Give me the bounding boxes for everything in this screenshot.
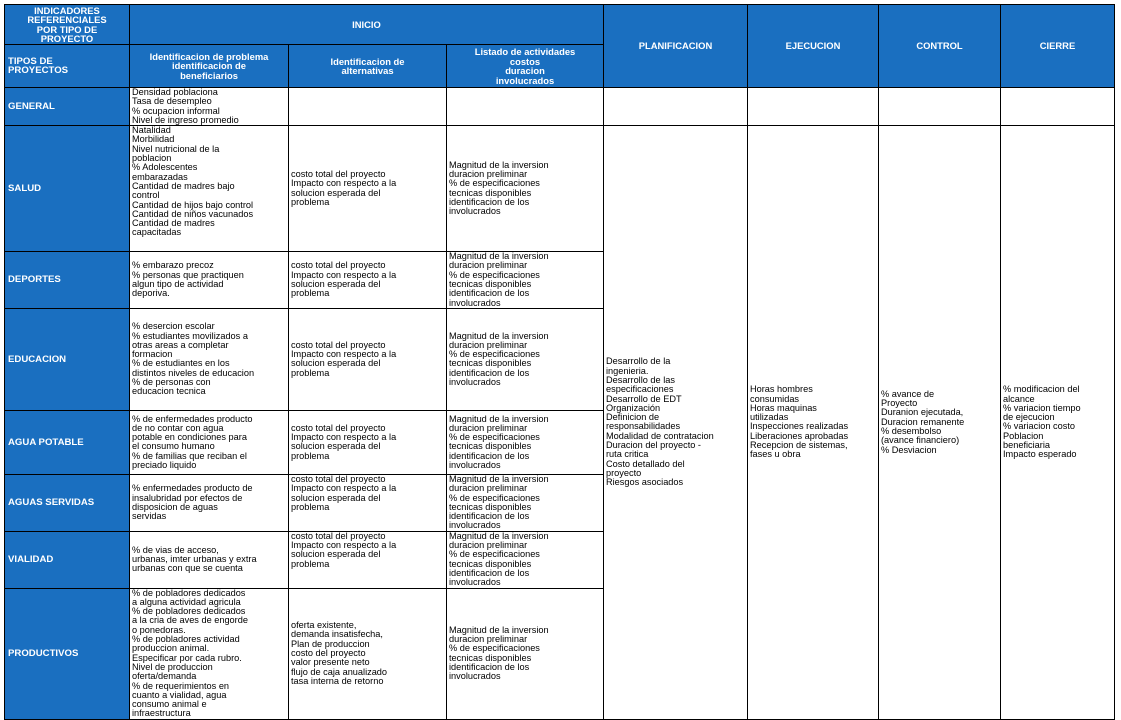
agua-potable-activities-line: % de especificaciones [449,432,540,443]
salud-problem-indicators-line: Morbilidad [132,134,175,145]
corner-title-cell-line: REFERENCIALES [27,14,107,25]
agua-potable-problem-indicators [130,410,289,474]
phase-header-cierre: CIERRE [1001,5,1115,88]
aguas-servidas-problem-indicators-line: servidas [132,511,167,522]
vialidad-problem-indicators-line: urbanas con que se cuenta [132,563,243,574]
corner-title-cell-line: PROYECTO [40,33,94,44]
salud-alternatives-line: solucion esperada del [291,187,381,198]
educacion-alternatives-line: solucion esperada del [291,358,381,369]
educacion-activities-line: involucrados [449,377,501,388]
phase-header-inicio: INICIO [130,5,604,45]
aguas-servidas-activities-line: identificacion de los [449,511,530,522]
salud-activities-line: involucrados [449,206,501,217]
vialidad-activities-line: Magnitud de la inversion [449,531,549,541]
vialidad-alternatives [289,531,447,588]
row-label-agua-potable: AGUA POTABLE [5,410,130,474]
subheader-identificacion-problema-line: Identificacion de problema [149,50,269,62]
cierre-indicators-line: % variacion tiempo [1003,402,1081,413]
vialidad-activities-line: identificacion de los [449,567,530,578]
educacion-problem-indicators-line: otras areas a completar [132,339,229,350]
productivos-alternatives-line: Plan de produccion [291,638,370,649]
productivos-alternatives-line: flujo de caja anualizado [291,666,388,677]
phase-header-planificacion: PLANIFICACION [604,5,748,88]
vialidad-activities-line: tecnicas disponibles [449,558,532,569]
deportes-alternatives-line: solucion esperada del [291,279,381,290]
productivos-problem-indicators-line: % de pobladores dedicados [132,588,246,598]
educacion-activities [447,308,604,410]
planificacion-indicators-line: Desarrollo de la [606,356,671,367]
corner-title-cell-line: INDICADORES [34,4,100,16]
deportes-problem-indicators-line: % personas que practiquen [132,269,244,280]
row-label-educacion: EDUCACION [5,308,130,410]
salud-alternatives-line: Impacto con respecto a la [291,178,397,189]
agua-potable-activities-line: tecnicas disponibles [449,441,532,452]
planificacion-indicators-line: proyecto [606,467,642,478]
aguas-servidas-problem-indicators-line: disposicion de aguas [132,501,218,512]
productivos-activities-line: tecnicas disponibles [449,652,532,663]
subheader-identificacion-problema-line: beneficiarios [180,69,238,81]
salud-problem-indicators-line: Cantidad de madres [132,218,215,229]
productivos-problem-indicators-line: a la cria de aves de engorde [132,615,248,626]
educacion-alternatives-line: problema [291,367,330,378]
productivos-alternatives [289,588,447,719]
planificacion-indicators-line: Riesgos asociados [606,477,684,488]
salud-activities-line: tecnicas disponibles [449,187,532,198]
agua-potable-activities-line: involucrados [449,460,501,471]
vialidad-alternatives-line: costo total del proyecto [291,531,386,541]
salud-problem-indicators-line: Cantidad de niños vacunados [132,208,254,219]
row-label-aguas-servidas: AGUAS SERVIDAS [5,474,130,531]
educacion-problem-indicators-line: formacion [132,349,173,360]
salud-problem-indicators-line: embarazadas [132,171,188,182]
productivos-problem-indicators-line: % de pobladores dedicados [132,606,246,617]
general-problem-indicators-line: Nivel de ingreso promedio [132,114,239,125]
subheader-listado-actividades-line: duracion [505,65,545,76]
cierre-indicators-line: alcance [1003,393,1035,404]
subheader-listado-actividades-line: involucrados [495,74,555,86]
ejecucion-indicators-line: Horas maquinas [750,402,817,413]
salud-activities [447,126,604,252]
aguas-servidas-alternatives [289,474,447,531]
row-label-vialidad: VIALIDAD [5,531,130,588]
agua-potable-activities [447,410,604,474]
general-problem-indicators [130,88,289,126]
deportes-activities-line: tecnicas disponibles [449,279,532,290]
general-problem-indicators-line: Densidad poblaciona [132,87,218,97]
productivos-problem-indicators-line: oferta/demanda [132,671,197,682]
cierre-indicators-line: Poblacion [1003,430,1044,441]
row-label-deportes: DEPORTES [5,252,130,309]
salud-problem-indicators-line: poblacion [132,153,172,164]
tipos-proyectos-label-line: TIPOS DE [8,55,53,67]
deportes-alternatives-line: problema [291,288,330,299]
planificacion-indicators-line: Modalidad de contratacion [606,430,714,441]
productivos-alternatives-line: costo del proyecto [291,647,366,658]
educacion-problem-indicators-line: % de personas con [132,377,211,388]
agua-potable-problem-indicators-line: potable en condiciones para [132,432,247,443]
ejecucion-indicators-line: Horas hombres [750,384,813,395]
planificacion-indicators-line: Definicion de [606,412,660,423]
salud-problem-indicators-line: Cantidad de madres bajo [132,180,235,191]
agua-potable-problem-indicators-line: preciado liquido [132,460,197,471]
salud-alternatives-line: costo total del proyecto [291,169,386,180]
deportes-activities-line: % de especificaciones [449,269,540,280]
agua-potable-problem-indicators-line: el consumo humano [132,441,215,452]
agua-potable-activities-line: identificacion de los [449,450,530,461]
general-alternatives-cell [289,88,447,126]
productivos-activities-line: involucrados [449,671,501,682]
educacion-problem-indicators-line: % de estudiantes en los [132,358,230,369]
salud-activities-line: duracion preliminar [449,169,528,180]
productivos-alternatives-line: valor presente neto [291,657,370,668]
educacion-activities-line: duracion preliminar [449,339,528,350]
vialidad-alternatives-line: Impacto con respecto a la [291,540,397,551]
planificacion-indicators-line: ruta critica [606,449,649,460]
aguas-servidas-activities-line: tecnicas disponibles [449,501,532,512]
deportes-alternatives-line: costo total del proyecto [291,260,386,271]
corner-title-cell-line: POR TIPO DE [36,23,98,35]
salud-problem-indicators-line: % Adolescentes [132,162,198,173]
vialidad-alternatives-line: problema [291,558,330,569]
productivos-problem-indicators-line: infraestructura [132,708,191,719]
salud-problem-indicators-line: capacitadas [132,227,182,238]
planificacion-indicators-line: ingenieria. [606,365,649,376]
agua-potable-alternatives-line: problema [291,450,330,461]
vialidad-problem-indicators [130,531,289,588]
agua-potable-alternatives-line: costo total del proyecto [291,422,386,433]
row-label-salud: SALUD [5,126,130,252]
educacion-alternatives-line: costo total del proyecto [291,339,386,350]
subheader-identificacion-alternativas-line: alternativas [341,65,394,76]
educacion-problem-indicators-line: % estudiantes movilizados a [132,330,248,341]
vialidad-problem-indicators-line: % de vias de acceso, [132,544,219,555]
subheader-identificacion-problema [130,45,289,88]
productivos-alternatives-line: oferta existente, [291,620,357,631]
aguas-servidas-problem-indicators [130,474,289,531]
salud-problem-indicators-line: control [132,190,160,201]
row-general [5,88,1115,126]
vialidad-alternatives-line: solucion esperada del [291,549,381,560]
ejecucion-indicators-line: Inspecciones realizadas [750,421,849,432]
phase-header-ejecucion: EJECUCION [748,5,879,88]
educacion-activities-line: Magnitud de la inversion [449,330,549,341]
productivos-problem-indicators-line: consumo animal e [132,699,207,710]
aguas-servidas-activities-line: duracion preliminar [449,483,528,494]
subheader-identificacion-alternativas-line: Identificacion de [330,55,405,67]
aguas-servidas-problem-indicators-line: % enfermedades producto de [132,483,253,494]
general-ejecucion-cell [748,88,879,126]
cierre-indicators [1001,126,1115,720]
deportes-activities-line: identificacion de los [449,288,530,299]
educacion-activities-line: % de especificaciones [449,349,540,360]
educacion-problem-indicators-line: % desercion escolar [132,321,215,332]
productivos-activities-line: identificacion de los [449,661,530,672]
planificacion-indicators-line: responsabilidades [606,421,681,432]
planificacion-indicators-line: especificaciones [606,384,674,395]
deportes-alternatives [289,252,447,309]
cierre-indicators-line: de ejecucion [1003,412,1055,423]
ejecucion-indicators-line: utilizadas [750,412,789,423]
agua-potable-problem-indicators-line: % de familias que reciban el [132,450,247,461]
salud-problem-indicators [130,126,289,252]
ejecucion-indicators-line: Recepcion de sistemas, [750,440,848,451]
general-problem-indicators-line: Tasa de desempleo [132,96,212,107]
aguas-servidas-activities-line: Magnitud de la inversion [449,474,549,484]
salud-activities-line: identificacion de los [449,196,530,207]
control-indicators-line: Duracion remanente [881,416,965,427]
row-label-general: GENERAL [5,88,130,126]
general-activities-cell [447,88,604,126]
aguas-servidas-activities-line: involucrados [449,520,501,531]
salud-activities-line: % de especificaciones [449,178,540,189]
vialidad-activities [447,531,604,588]
agua-potable-problem-indicators-line: de no contar con agua [132,422,224,433]
control-indicators-line: Duranion ejecutada, [881,407,964,418]
indicators-table-container [4,4,1115,720]
agua-potable-problem-indicators-line: % de enfermedades producto [132,413,253,424]
productivos-alternatives-line: tasa interna de retorno [291,675,384,686]
planificacion-indicators-line: Costo detallado del [606,458,685,469]
subheader-listado-actividades-line: Listado de actividades [474,46,576,57]
control-indicators-line: % avance de [881,388,935,399]
ejecucion-indicators-line: Liberaciones aprobadas [750,430,849,441]
ejecucion-indicators [748,126,879,720]
control-indicators [879,126,1001,720]
header-row-1 [5,5,1115,45]
productivos-problem-indicators-line: % de requerimientos en [132,680,230,691]
subheader-identificacion-alternativas [289,45,447,88]
productivos-problem-indicators-line: Especificar por cada rubro. [132,652,242,663]
subheader-listado-actividades [447,45,604,88]
aguas-servidas-alternatives-line: solucion esperada del [291,492,381,503]
vialidad-activities-line: involucrados [449,577,501,588]
salud-alternatives [289,126,447,252]
aguas-servidas-alternatives-line: Impacto con respecto a la [291,483,397,494]
cierre-indicators-line: beneficiaria [1003,440,1050,451]
productivos-alternatives-line: demanda insatisfecha, [291,629,383,640]
general-control-cell [879,88,1001,126]
ejecucion-indicators-line: fases u obra [750,449,801,460]
aguas-servidas-alternatives-line: problema [291,501,330,512]
subheader-identificacion-problema-line: identificacion de [172,60,246,72]
control-indicators-line: (avance financiero) [881,435,960,446]
planificacion-indicators [604,126,748,720]
planificacion-indicators-line: Desarrollo de las [606,374,675,385]
agua-potable-activities-line: Magnitud de la inversion [449,413,549,424]
educacion-activities-line: tecnicas disponibles [449,358,532,369]
salud-alternatives-line: problema [291,196,330,207]
productivos-activities-line: duracion preliminar [449,634,528,645]
general-problem-indicators-line: % ocupacion informal [132,105,220,116]
row-label-productivos: PRODUCTIVOS [5,588,130,719]
cierre-indicators-line: % variacion costo [1003,421,1076,432]
planificacion-indicators-line: Desarrollo de EDT [606,393,682,404]
productivos-problem-indicators-line: Nivel de produccion [132,661,213,672]
vialidad-activities-line: duracion preliminar [449,540,528,551]
salud-problem-indicators-line: Natalidad [132,125,171,136]
deportes-activities [447,252,604,309]
general-planificacion-cell [604,88,748,126]
indicators-table [4,4,1115,720]
deportes-problem-indicators-line: algun tipo de actividad [132,279,224,290]
productivos-problem-indicators-line: o ponedoras. [132,624,186,635]
educacion-problem-indicators-line: educacion tecnica [132,386,206,397]
productivos-problem-indicators-line: a alguna actividad agricula [132,596,241,607]
educacion-problem-indicators [130,308,289,410]
productivos-activities-line: % de especificaciones [449,643,540,654]
vialidad-activities-line: % de especificaciones [449,549,540,560]
salud-activities-line: Magnitud de la inversion [449,159,549,170]
deportes-activities-line: involucrados [449,297,501,308]
control-indicators-line: % desembolso [881,426,942,437]
productivos-activities-line: Magnitud de la inversion [449,624,549,635]
tipos-proyectos-label [5,45,130,88]
ejecucion-indicators-line: consumidas [750,393,800,404]
deportes-activities-line: Magnitud de la inversion [449,251,549,262]
deportes-alternatives-line: Impacto con respecto a la [291,269,397,280]
productivos-problem-indicators [130,588,289,719]
deportes-problem-indicators [130,252,289,309]
aguas-servidas-alternatives-line: costo total del proyecto [291,474,386,484]
vialidad-problem-indicators-line: urbanas, imter urbanas y extra [132,553,257,564]
productivos-problem-indicators-line: produccion animal. [132,643,210,654]
general-cierre-cell [1001,88,1115,126]
agua-potable-activities-line: duracion preliminar [449,422,528,433]
agua-potable-alternatives [289,410,447,474]
control-indicators-line: Proyecto [881,398,918,409]
agua-potable-alternatives-line: solucion esperada del [291,441,381,452]
corner-title-cell [5,5,130,45]
educacion-alternatives-line: Impacto con respecto a la [291,349,397,360]
aguas-servidas-activities [447,474,604,531]
row-salud [5,126,1115,252]
control-indicators-line: % Desviacion [881,444,937,455]
cierre-indicators-line: Impacto esperado [1003,449,1077,460]
productivos-activities [447,588,604,719]
educacion-problem-indicators-line: distintos niveles de educacion [132,367,255,378]
subheader-listado-actividades-line: costos [509,55,541,67]
tipos-proyectos-label-line: PROYECTOS [8,65,69,76]
educacion-alternatives [289,308,447,410]
phase-header-control: CONTROL [879,5,1001,88]
salud-problem-indicators-line: Cantidad de hijos bajo control [132,199,254,210]
deportes-problem-indicators-line: deporiva. [132,288,170,299]
educacion-activities-line: identificacion de los [449,367,530,378]
productivos-problem-indicators-line: % de pobladores actividad [132,634,240,645]
productivos-problem-indicators-line: cuanto a vialidad, agua [132,689,227,700]
deportes-problem-indicators-line: % embarazo precoz [132,260,214,271]
cierre-indicators-line: % modificacion del [1003,384,1080,395]
salud-problem-indicators-line: Nivel nutricional de la [132,143,220,154]
planificacion-indicators-line: Duracion del proyecto - [606,440,701,451]
deportes-activities-line: duracion preliminar [449,260,528,271]
planificacion-indicators-line: Organización [606,402,661,413]
agua-potable-alternatives-line: Impacto con respecto a la [291,432,397,443]
aguas-servidas-problem-indicators-line: insalubridad por efectos de [132,492,243,503]
aguas-servidas-activities-line: % de especificaciones [449,492,540,503]
